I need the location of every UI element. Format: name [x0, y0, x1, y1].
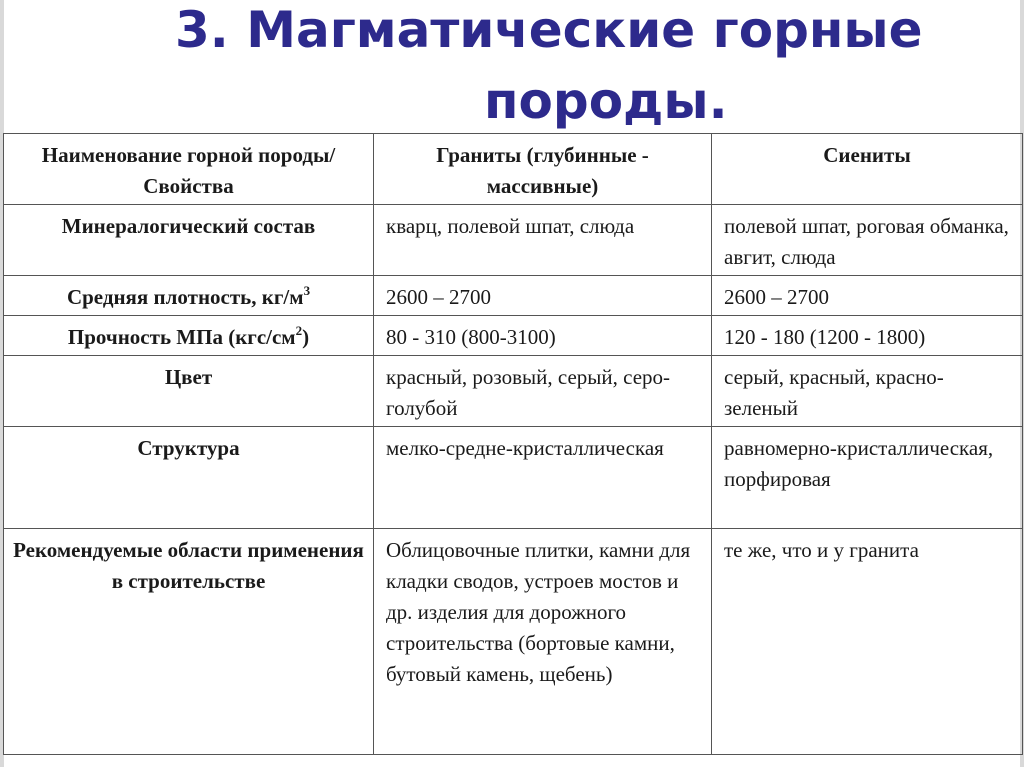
cell-application-granite: Облицовочные плитки, камни для кладки сводов, устроев мостов и др. изделия для дорожного строительства (бортовые камни, бутовый камень, щебень) — [374, 529, 712, 755]
cell-application-property: Рекомендуемые области применения в строительстве — [4, 529, 374, 755]
cell-application-syenite: те же, что и у гранита — [712, 529, 1023, 755]
table-header-row — [4, 134, 1023, 205]
density-label: Средняя плотность, кг/м — [66, 285, 304, 309]
table-row-density — [4, 276, 1023, 316]
cell-mineral-granite: кварц, полевой шпат, слюда — [374, 205, 712, 276]
cell-structure-property: Структура — [4, 427, 374, 529]
cell-strength-property — [4, 316, 374, 356]
cell-color-granite: красный, розовый, серый, серо-голубой — [374, 356, 712, 427]
slide-title-line-2: породы. — [484, 72, 728, 130]
cell-density-property — [4, 276, 374, 316]
table-row-strength — [4, 316, 1023, 356]
table-row-structure — [4, 427, 1023, 529]
cell-density-syenite: 2600 – 2700 — [712, 276, 1023, 316]
strength-label-tail: ) — [302, 325, 310, 349]
cell-mineral-property: Минералогический состав — [4, 205, 374, 276]
header-property: Наименование горной породы/Свойства — [4, 134, 374, 205]
strength-label: Прочность МПа (кгс/см — [67, 325, 296, 349]
header-syenite: Сиениты — [712, 134, 1023, 205]
table-row-color — [4, 356, 1023, 427]
rock-properties-table — [3, 133, 1023, 755]
table-row-application — [4, 529, 1023, 755]
cell-strength-granite: 80 - 310 (800-3100) — [374, 316, 712, 356]
slide-title-line-1: 3. Магматические горные — [175, 1, 923, 59]
cell-density-granite: 2600 – 2700 — [374, 276, 712, 316]
cell-color-property: Цвет — [4, 356, 374, 427]
density-unit-exponent: 3 — [303, 283, 311, 298]
cell-structure-granite: мелко-средне-кристаллическая — [374, 427, 712, 529]
cell-color-syenite: серый, красный, красно-зеленый — [712, 356, 1023, 427]
table-row-mineral — [4, 205, 1023, 276]
cell-structure-syenite: равномерно-кристаллическая, порфировая — [712, 427, 1023, 529]
header-granite: Граниты (глубинные - массивные) — [374, 134, 712, 205]
strength-unit-exponent: 2 — [295, 323, 303, 338]
cell-strength-syenite: 120 - 180 (1200 - 1800) — [712, 316, 1023, 356]
cell-mineral-syenite: полевой шпат, роговая обманка, авгит, слюда — [712, 205, 1023, 276]
